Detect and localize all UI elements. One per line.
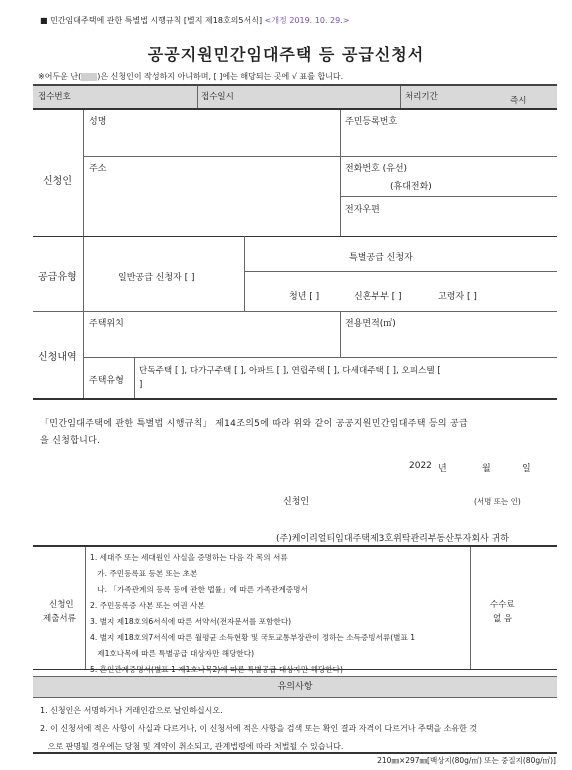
signature-label: 신청인 (283, 497, 310, 507)
name-label: 성명 (89, 117, 107, 127)
date-year: 2022 (409, 461, 432, 471)
notice-list (40, 702, 552, 756)
date-year-unit: 년 (438, 464, 447, 474)
document-item: 4. 별지 제18호의7서식에 따른 월평균 소득현황 및 국토교통부장관이 정하는 소득증빙서류(별표 1 (90, 633, 416, 642)
notice-title: 유의사항 (33, 676, 557, 698)
resident-number-label: 주민등록번호 (345, 117, 398, 127)
receipt-date-label: 접수일시 (201, 92, 234, 102)
application-statement: 「민간임대주택에 관한 특별법 시행규칙」 제14조의5에 따라 위와 같이 공공지원민간임대주택 등의 공급 을 신청합니다. (40, 419, 469, 446)
document-item: 가. 주민등록표 등본 또는 초본 (90, 569, 198, 578)
house-location-input[interactable] (89, 330, 338, 354)
mobile-label: (휴대전화) (390, 182, 432, 192)
email-label: 전자우편 (345, 205, 380, 215)
processing-period-value: 즉시 (510, 96, 527, 106)
house-type-options[interactable]: 단독주택 [ ], 다가구주택 [ ], 아파트 [ ], 연립주택 [ ], 다세대주택 [ ], 오피스텔 [ (139, 366, 441, 376)
document-item: 3. 별지 제18호의6서식에 따른 서약서(전자문서를 포함한다) (90, 617, 292, 626)
exclusive-area-label: 전용면적(㎡) (345, 319, 396, 329)
form-title: 공공지원민간임대주택 등 공급신청서 (147, 45, 425, 64)
document-item: 2. 주민등록증 사본 또는 여권 사본 (90, 601, 205, 610)
details-section-label: 신청내역 (38, 352, 77, 363)
name-input[interactable] (130, 122, 334, 146)
documents-label-1: 신청인 (49, 600, 74, 610)
house-type-options-end: ] (139, 380, 143, 390)
document-item: 1. 세대주 또는 세대원인 사실을 증명하는 다음 각 목의 서류 (90, 553, 288, 562)
applicant-section-label: 신청인 (43, 176, 72, 187)
paper-spec: 210㎜×297㎜[백상지(80g/㎡) 또는 중질지(80g/㎡)] (377, 756, 556, 765)
form-header (40, 15, 349, 26)
email-input[interactable] (345, 214, 554, 234)
house-type-label: 주택유형 (89, 376, 124, 386)
notice-item: 1. 신청인은 서명하거나 거래인감으로 날인하십시오. (40, 706, 223, 715)
notice-item: 으로 판명될 경우에는 당첨 및 계약이 취소되고, 관계법령에 따라 처벌될 수 있습니다. (40, 742, 344, 751)
signature-hint[interactable]: (서명 또는 인) (474, 497, 521, 506)
phone-label: 전화번호 (유선) (345, 164, 408, 174)
address-input[interactable] (89, 178, 338, 220)
document-item: 나. 「가족관계의 등록 등에 관한 법률」에 따른 가족관계증명서 (90, 585, 308, 594)
documents-list (90, 550, 468, 678)
revision-date: <개정 2019. 10. 29.> (264, 16, 350, 25)
notice-item: 2. 이 신청서에 적은 사항이 사실과 다르거나, 이 신청서에 적은 사항을 검색 또는 확인 결과 자격이 다르거나 주택을 소유한 것 (40, 724, 478, 733)
newlywed-checkbox[interactable]: 신혼부부 [ ] (354, 292, 402, 302)
fee-label: 수수료 (490, 600, 515, 610)
date-month-unit: 월 (482, 464, 491, 474)
elderly-checkbox[interactable]: 고령자 [ ] (438, 292, 477, 302)
special-supply-label: 특별공급 신청자 (349, 253, 413, 263)
documents-label-2: 제출서류 (43, 614, 76, 624)
exclusive-area-input[interactable] (345, 330, 554, 354)
receipt-bar (33, 84, 557, 108)
supply-type-section-label: 공급유형 (38, 272, 77, 283)
address-label: 주소 (89, 164, 107, 174)
youth-checkbox[interactable]: 청년 [ ] (289, 292, 320, 302)
document-item: 제1호나목에 따른 특별공급 대상자만 해당한다) (90, 649, 255, 658)
general-supply-checkbox[interactable]: 일반공급 신청자 [ ] (118, 273, 195, 283)
shaded-sample (81, 73, 97, 81)
house-location-label: 주택위치 (89, 319, 124, 329)
resident-number-input[interactable] (345, 128, 549, 150)
receipt-number-label: 접수번호 (38, 92, 71, 102)
addressee: (주)케이리얼티임대주택제3호위탁관리부동산투자회사 귀하 (276, 534, 509, 544)
processing-period-label: 처리기간 (405, 92, 438, 102)
date-day-unit: 일 (522, 464, 531, 474)
fee-value: 없 음 (493, 614, 513, 624)
guide-note: ※어두운 난( )은 신청인이 작성하지 아니하며, [ ]에는 해당되는 곳에 √ 표를 합니다. (38, 72, 344, 81)
law-reference: ■ 민간임대주택에 관한 특별법 시행규칙 [별지 제18호의5서식] (40, 16, 263, 25)
